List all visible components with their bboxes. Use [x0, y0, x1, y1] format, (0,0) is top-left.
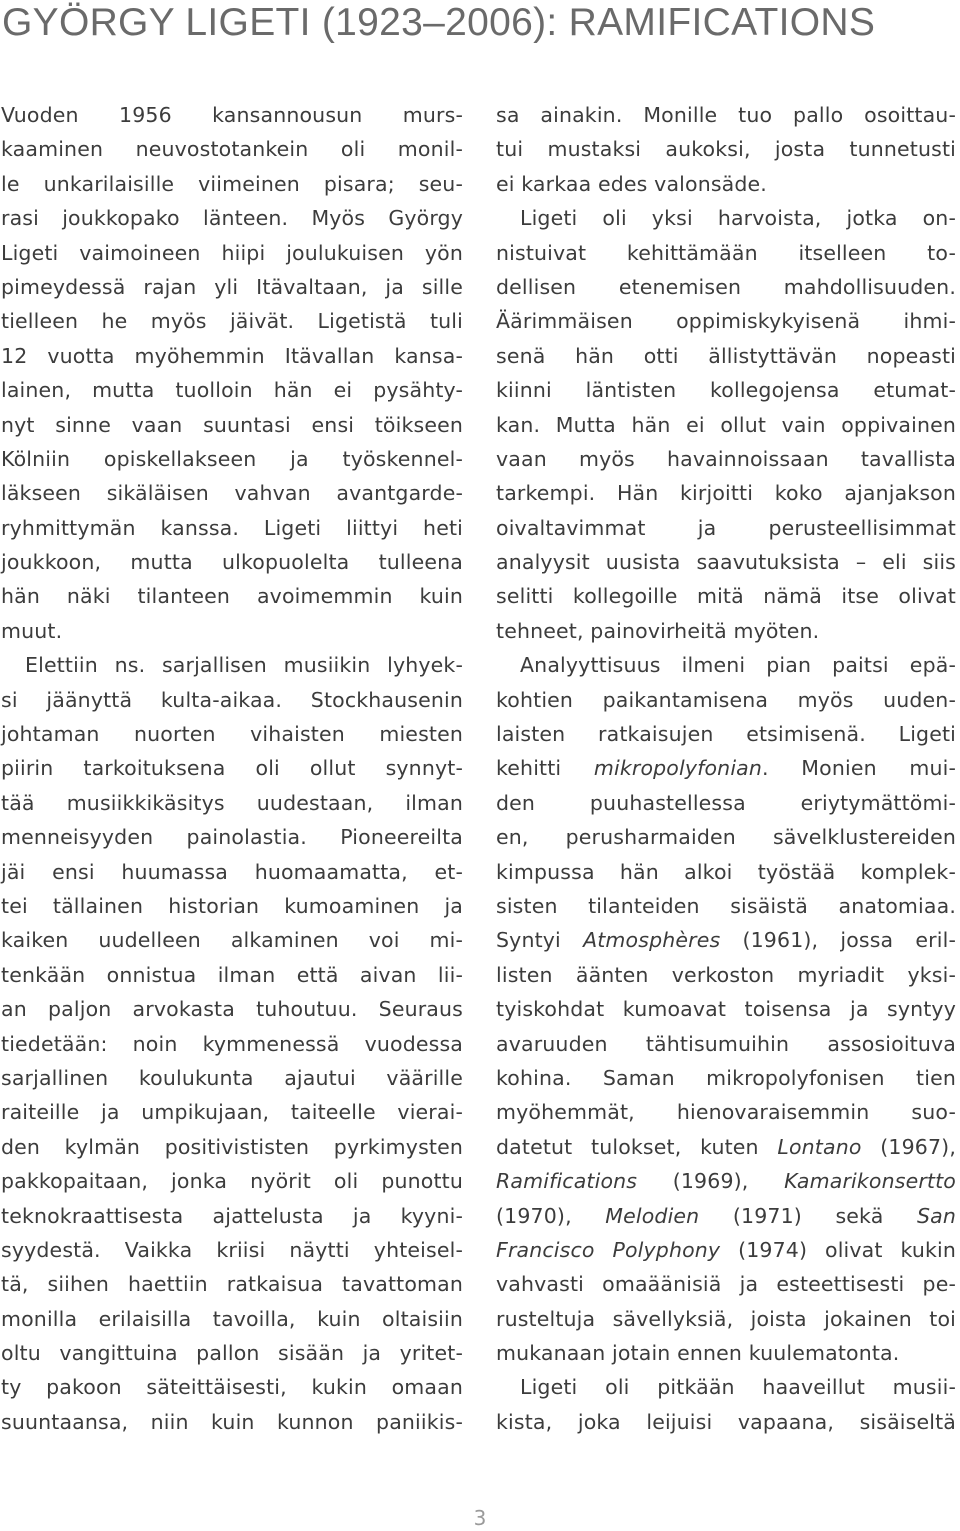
text-line: senä hän otti ällistyttävän nopeasti: [496, 343, 956, 368]
text-line: ty pakoon säteittäisesti, kukin omaan: [1, 1375, 463, 1400]
text-line: datetut tulokset, kuten Lontano (1967),: [496, 1134, 956, 1159]
text-line: kaaminen neuvostotankein oli monil-: [1, 137, 463, 162]
text-line: johtaman nuorten vihaisten miesten: [1, 722, 463, 747]
text-line: Äärimmäisen oppimiskykyisenä ihmi-: [496, 309, 956, 334]
text-line: Ligeti oli pitkään haaveillut musii-: [520, 1375, 956, 1400]
text-line: jäi ensi huumassa huomaamatta, et-: [1, 859, 463, 884]
work-title: Lontano: [777, 1134, 862, 1159]
text-line: den kylmän positivististen pyrkimysten: [1, 1134, 463, 1159]
text-line: oivaltavimmat ja perusteellisimmat: [496, 515, 956, 540]
text-line: Kölniin opiskellakseen ja työskennel-: [1, 446, 463, 471]
text-line: läkseen sikäläisen vahvan avantgarde-: [1, 481, 463, 506]
text-line: tarkempi. Hän kirjoitti koko ajanjakson: [496, 481, 956, 506]
left-text-column: [1, 98, 463, 1439]
text-line: ryhmittymän kanssa. Ligeti liittyi heti: [1, 515, 463, 540]
text-line: tei tällainen historian kumoaminen ja: [1, 893, 463, 918]
text-line: sarjallinen koulukunta ajautui väärille: [1, 1065, 463, 1090]
text-line: Elettiin ns. sarjallisen musiikin lyhyek-: [25, 653, 463, 678]
text-line: sisten tilanteiden sisäistä anatomiaa.: [496, 893, 956, 918]
text-line: kan. Mutta hän ei ollut vain oppivainen: [496, 412, 956, 437]
text-line: laisten ratkaisujen etsimisenä. Ligeti: [496, 722, 956, 747]
text-line: vaan myös havainnoissaan tavallista: [496, 446, 956, 471]
text-line: Analyyttisuus ilmeni pian paitsi epä-: [520, 653, 956, 678]
text-line: hän näki tilanteen avoimemmin kuin: [1, 584, 463, 609]
work-title: Ramifications: [496, 1169, 638, 1194]
work-title: San: [916, 1203, 956, 1228]
text-line: tyiskohdat kumoavat toisensa ja syntyy: [496, 997, 956, 1022]
text-line: sa ainakin. Monille tuo pallo osoittau-: [496, 103, 956, 127]
text-line: piirin tarkoituksena oli ollut synnyt-: [1, 756, 463, 781]
text-line: Francisco Polyphony (1974) olivat kukin: [496, 1237, 956, 1262]
text-line: Ligeti vaimoineen hiipi joulukuisen yön: [1, 240, 463, 265]
text-line: Syntyi Atmosphères (1961), jossa eril-: [496, 928, 956, 953]
text-line: kista, joka leijuisi vapaana, sisäiseltä: [496, 1409, 956, 1434]
text-line: tenkään onnistua ilman että aivan lii-: [1, 962, 463, 987]
text-line: (1970), Melodien (1971) sekä San: [496, 1203, 956, 1228]
text-line: dellisen etenemisen mahdollisuuden.: [496, 274, 956, 299]
text-line: vahvasti omaäänisiä ja esteettisesti pe-: [496, 1272, 956, 1297]
text-line: le unkarilaisille viimeinen pisara; seu-: [1, 171, 463, 196]
text-line: listen äänten verkoston myriadit yksi-: [496, 962, 956, 987]
text-line: tiedetään: noin kymmenessä vuodessa: [1, 1031, 463, 1056]
text-line: 12 vuotta myöhemmin Itävallan kansa-: [1, 343, 463, 368]
text-line: lainen, mutta tuolloin hän ei pysähty-: [1, 378, 463, 403]
text-line: si jäänyttä kulta-aikaa. Stockhausenin: [1, 687, 463, 712]
text-line: mukanaan jotain ennen kuulematonta.: [496, 1341, 900, 1366]
text-line: joukkoon, mutta ulkopuolelta tulleena: [1, 550, 463, 575]
text-line: rasi joukkopako länteen. Myös György: [1, 206, 463, 231]
text-line: nyt sinne vaan suuntasi ensi töikseen: [1, 412, 463, 437]
text-line: den puuhastellessa eriytymättömi-: [496, 790, 956, 815]
text-line: kehitti mikropolyfonian. Monien mui-: [496, 756, 956, 781]
text-line: kaiken uudelleen alkaminen voi mi-: [1, 928, 463, 953]
text-line: tää musiikkikäsitys uudestaan, ilman: [1, 790, 463, 815]
text-line: kiinni läntisten kollegojensa etumat-: [496, 378, 956, 403]
text-line: suuntaansa, niin kuin kunnon paniikis-: [1, 1409, 463, 1434]
text-line: muut.: [1, 618, 63, 643]
text-line: nistuivat kehittämään itselleen to-: [496, 240, 956, 265]
text-line: Vuoden 1956 kansannousun murs-: [1, 103, 463, 127]
text-line: tui mustaksi aukoksi, josta tunnetusti: [496, 137, 956, 162]
text-line: rusteltuja sävellyksiä, joista jokainen toi: [496, 1306, 956, 1331]
text-line: selitti kollegoille mitä nämä itse olivat: [496, 584, 956, 609]
text-line: tielleen he myös jäivät. Ligetistä tuli: [1, 309, 463, 334]
text-line: kohina. Saman mikropolyfonisen tien: [496, 1065, 956, 1090]
article-title: GYÖRGY LIGETI (1923–2006): RAMIFICATIONS: [2, 1, 876, 44]
text-line: avaruuden tähtisumuihin assosioituva: [496, 1031, 956, 1056]
text-line: an paljon arvokasta tuhoutuu. Seuraus: [1, 997, 463, 1022]
text-line: raiteille ja umpikujaan, taiteelle vierai-: [1, 1100, 463, 1125]
text-line: kohtien paikantamisena myös uuden-: [496, 687, 956, 712]
work-title: Francisco Polyphony: [496, 1237, 721, 1262]
text-line: tehneet, painovirheitä myöten.: [496, 618, 820, 643]
text-line: teknokraattisesta ajattelusta ja kyyni-: [1, 1203, 463, 1228]
text-line: en, perusharmaiden sävelklustereiden: [496, 825, 956, 850]
work-title: mikropolyfonian: [593, 756, 763, 781]
page-number: 3: [473, 1506, 487, 1530]
text-line: Ramifications (1969), Kamarikonsertto: [496, 1169, 956, 1194]
text-line: kimpussa hän alkoi työstää komplek-: [496, 859, 956, 884]
text-line: Ligeti oli yksi harvoista, jotka on-: [520, 206, 956, 231]
text-line: analyysit uusista saavutuksista – eli siis: [496, 550, 956, 575]
work-title: Melodien: [605, 1203, 700, 1228]
text-line: menneisyyden painolastia. Pioneereilta: [1, 825, 463, 850]
text-line: syydestä. Vaikka kriisi näytti yhteisel-: [1, 1237, 463, 1262]
text-line: oltu vangittuina pallon sisään ja yritet-: [1, 1341, 463, 1366]
text-line: ei karkaa edes valonsäde.: [496, 171, 767, 196]
text-line: monilla erilaisilla tavoilla, kuin oltaisiin: [1, 1306, 463, 1331]
text-line: pakkopaitaan, jonka nyörit oli punottu: [1, 1169, 463, 1194]
text-line: tä, siihen haettiin ratkaisua tavattoman: [1, 1272, 463, 1297]
work-title: Kamarikonsertto: [784, 1169, 956, 1194]
text-line: myöhemmät, hienovaraisemmin suo-: [496, 1100, 956, 1125]
right-text-column: [496, 98, 956, 1439]
work-title: Atmosphères: [583, 928, 721, 953]
text-line: pimeydessä rajan yli Itävaltaan, ja sille: [1, 274, 463, 299]
